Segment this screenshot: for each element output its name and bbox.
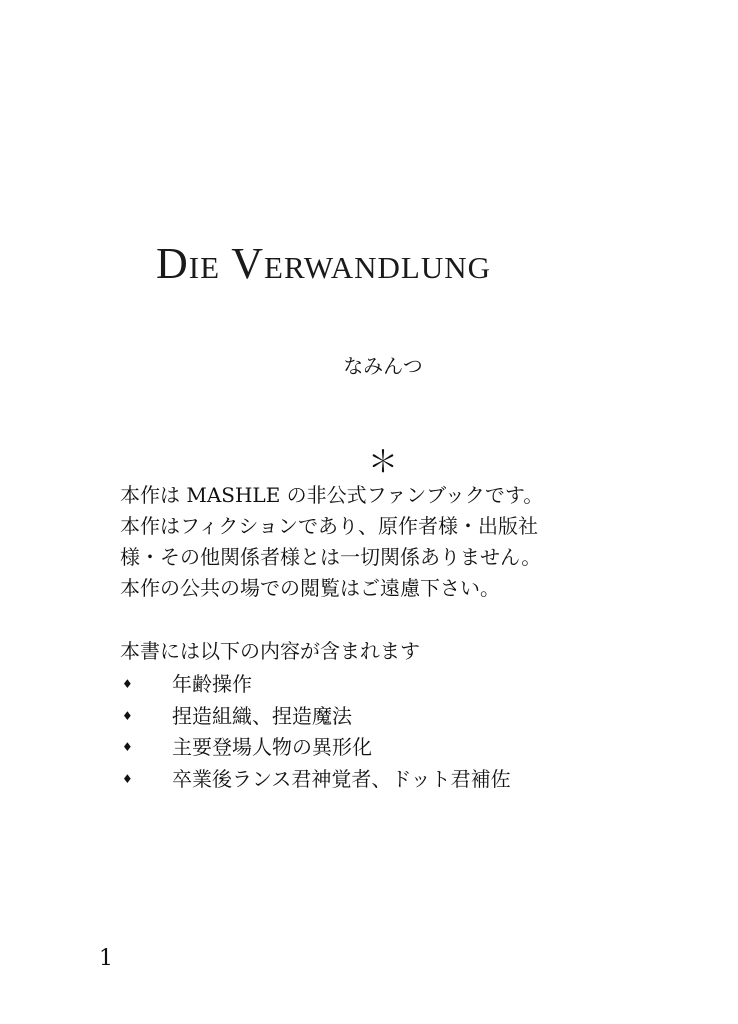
list-item: [120, 701, 600, 733]
notice-line: 本作はフィクションであり、原作者様・出版社: [120, 514, 538, 538]
list-item: [120, 732, 600, 764]
author-name: なみんつ: [343, 354, 423, 378]
list-item: [120, 669, 600, 701]
notice-line: 本作は MASHLE の非公式ファンブックです。: [120, 483, 544, 507]
diamond-bullet-icon: ♦: [122, 677, 133, 691]
section-separator-asterisk: ＊: [368, 445, 398, 480]
list-item-text: 主要登場人物の異形化: [172, 735, 372, 759]
diamond-bullet-icon: ♦: [122, 771, 133, 786]
content-warning-heading: 本書には以下の内容が含まれます: [120, 639, 420, 663]
diamond-bullet-icon: ♦: [122, 708, 133, 723]
disclaimer-notice: [120, 480, 580, 604]
list-item-text: 年齢操作: [172, 672, 252, 696]
content-warning-list: [120, 669, 600, 795]
notice-line: 様・その他関係者様とは一切関係ありません。: [120, 545, 542, 569]
diamond-bullet-icon: ♦: [122, 740, 133, 754]
book-title: Die Verwandlung: [156, 239, 491, 288]
list-item-text: 卒業後ランス君神覚者、ドット君補佐: [172, 766, 511, 791]
list-item: [120, 764, 600, 796]
list-item-text: 捏造組織、捏造魔法: [172, 703, 352, 728]
notice-line: 本作の公共の場での閲覧はご遠慮下さい。: [120, 576, 500, 600]
page-number: 1: [99, 946, 113, 971]
